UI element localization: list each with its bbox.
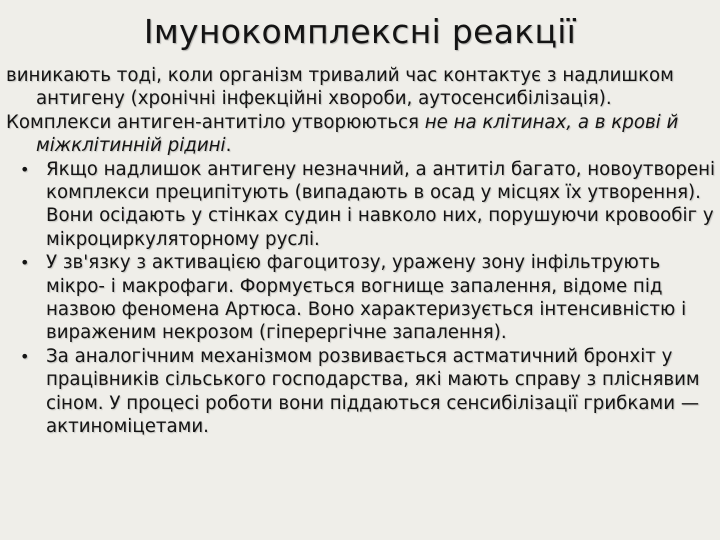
bullet-text: У зв'язку з активацією фагоцитозу, уражену зону інфільтрують мікро- і макрофаги. Формується вогнище запалення, відоме під назвою феномена Артюса. Воно характеризується інтенсивністю і вираженим некрозом (гіперергічне запалення). (46, 252, 687, 344)
bullet-icon: • (20, 253, 30, 273)
intro-paragraph: виникають тоді, коли організм тривалий час контактує з надлишком антигену (хронічні інфекційні хвороби, аутосенсибілізація). (6, 65, 674, 110)
complexes-paragraph (6, 111, 718, 158)
bullet-icon: • (20, 159, 30, 179)
bullet-item (6, 345, 718, 439)
bullet-text: За аналогічним механізмом розвивається астматичний бронхіт у працівників сільського господарства, які мають справу з пліснявим сіном. У процесі роботи вони піддаються сенсибілізації грибками — актиноміцетами. (46, 345, 700, 438)
bullet-item (6, 251, 718, 345)
bullet-icon: • (20, 346, 30, 366)
complexes-emphasis: не на клітинах, а в крові й міжклітинній рідині (36, 111, 679, 157)
slide-title: Імунокомплексні реакції (143, 12, 577, 51)
complexes-period: . (225, 135, 232, 157)
bullet-text: Якщо надлишок антигену незначний, а антитіл багато, новоутворені комплекси преципітують (випадають в осад у місцях їх утворення). Вони осідають у стінках судин і навколо них, порушуючи кровообіг у мікроциркуляторному руслі. (46, 158, 716, 250)
complexes-text: Комплекси антиген-антитіло утворюються (6, 111, 425, 133)
slide-body (6, 64, 718, 439)
bullet-item (6, 158, 718, 252)
